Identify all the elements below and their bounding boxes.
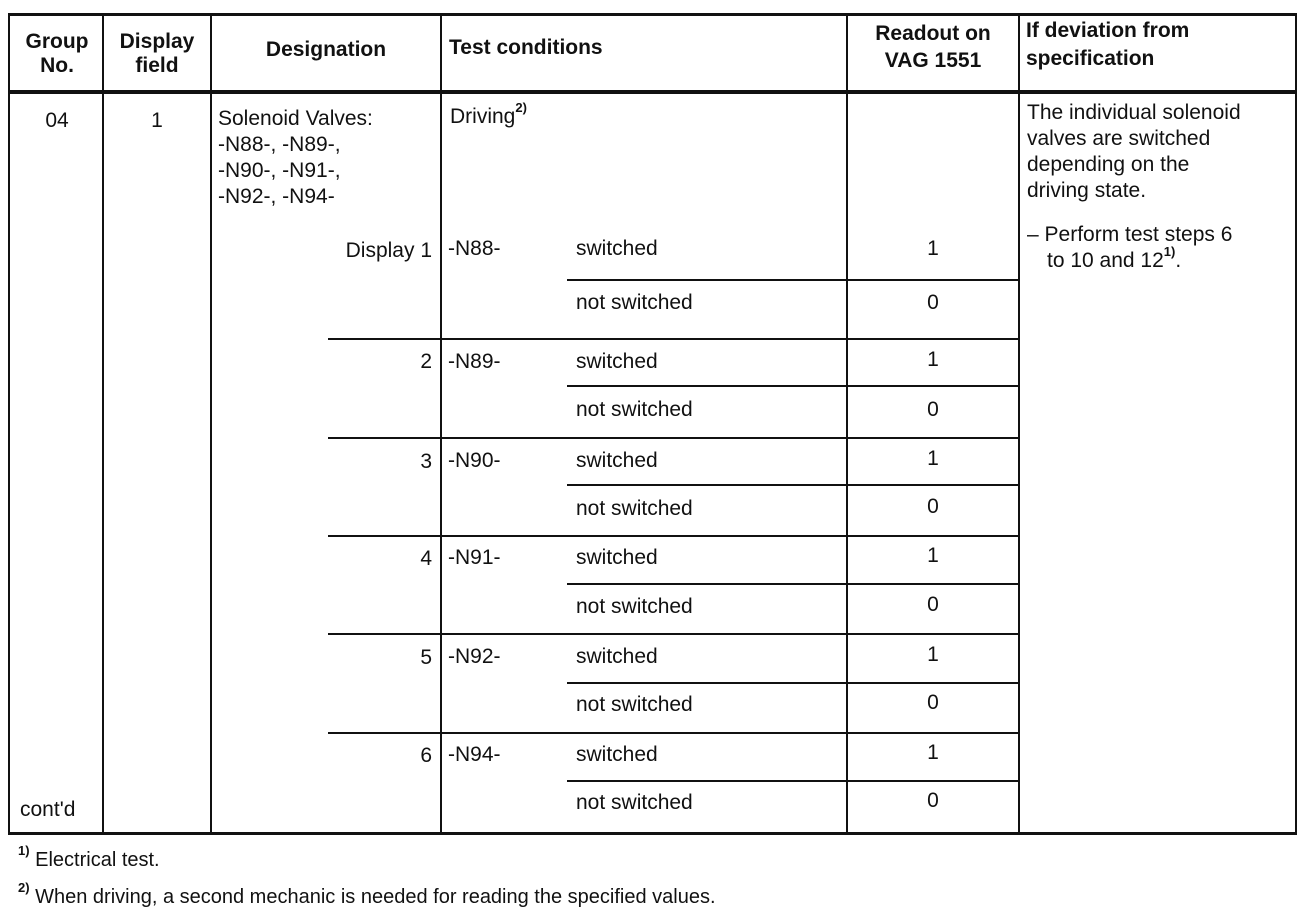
deviation-line: valves are switched [1027, 127, 1211, 150]
display-label: 3 [420, 450, 432, 473]
state-switched: switched [576, 546, 658, 569]
display-label: 6 [420, 744, 432, 767]
row-divider [567, 484, 1018, 486]
valve-id: -N94- [448, 743, 501, 766]
valve-id: -N89- [448, 350, 501, 373]
valve-id: -N91- [448, 546, 501, 569]
row-divider [328, 338, 1018, 340]
row-divider [328, 535, 1018, 537]
state-switched: switched [576, 449, 658, 472]
header-readout: Readout on VAG 1551 [875, 22, 991, 72]
table-border-bottom [8, 832, 1297, 835]
header-group-no: Group No. [25, 30, 89, 77]
row-divider [567, 583, 1018, 585]
footnote: $^{2)}$ When driving, a second mechanic is needed for reading the specified values. [18, 880, 716, 908]
state-switched: switched [576, 237, 658, 260]
readout-value: 1 [927, 237, 939, 260]
header-test-conditions: Test conditions [449, 36, 603, 59]
designation-line: -N88-, -N89-, [218, 133, 341, 156]
column-divider [1018, 13, 1020, 835]
readout-value: 0 [927, 789, 939, 812]
designation-line: Solenoid Valves: [218, 107, 373, 130]
state-switched: switched [576, 743, 658, 766]
footnote-mark: 2) [18, 880, 30, 896]
row-divider [328, 437, 1018, 439]
state-switched: switched [576, 350, 658, 373]
valve-id: -N88- [448, 237, 501, 260]
action-line: to 10 and 12$^{1)}$. [1047, 244, 1182, 272]
state-not-switched: not switched [576, 291, 693, 314]
readout-value: 0 [927, 593, 939, 616]
deviation-line: The individual solenoid [1027, 101, 1241, 124]
action-line: – Perform test steps 6 [1027, 223, 1233, 246]
display-label: 5 [420, 646, 432, 669]
header-designation: Designation [265, 38, 387, 61]
driving-condition: Driving$^{2)}$ [450, 100, 527, 128]
column-divider [210, 13, 212, 835]
deviation-line: depending on the [1027, 153, 1190, 176]
display-label: 2 [420, 350, 432, 373]
row-divider [328, 732, 1018, 734]
header-deviation: If deviation from specification [1026, 19, 1190, 70]
valve-id: -N92- [448, 645, 501, 668]
state-not-switched: not switched [576, 791, 693, 814]
readout-value: 0 [927, 398, 939, 421]
readout-value: 1 [927, 447, 939, 470]
table-border-left [8, 13, 10, 835]
footnote-ref: 1) [1163, 244, 1176, 259]
state-not-switched: not switched [576, 595, 693, 618]
footnote: $^{1)}$ Electrical test. [18, 843, 160, 871]
readout-value: 0 [927, 691, 939, 714]
row-divider [567, 279, 1018, 281]
column-divider [102, 13, 104, 835]
readout-value: 1 [927, 643, 939, 666]
readout-value: 0 [927, 291, 939, 314]
state-not-switched: not switched [576, 497, 693, 520]
readout-value: 1 [927, 348, 939, 371]
table-border-top [8, 13, 1297, 16]
display-label: 4 [420, 547, 432, 570]
state-not-switched: not switched [576, 398, 693, 421]
designation-line: -N92-, -N94- [218, 185, 335, 208]
footnote-ref: 2) [515, 100, 527, 115]
designation-line: -N90-, -N91-, [218, 159, 341, 182]
column-divider [440, 13, 442, 835]
readout-value: 1 [927, 544, 939, 567]
valve-id: -N90- [448, 449, 501, 472]
row-divider [567, 385, 1018, 387]
group-number: 04 [45, 109, 69, 132]
display-field-number: 1 [151, 109, 163, 132]
contd-label: cont'd [20, 798, 76, 821]
row-divider [328, 633, 1018, 635]
footnote-mark: 1) [18, 843, 30, 859]
header-separator [8, 90, 1297, 94]
header-display-field: Display field [119, 30, 195, 77]
readout-value: 1 [927, 741, 939, 764]
table-border-right [1295, 13, 1297, 835]
state-not-switched: not switched [576, 693, 693, 716]
deviation-line: driving state. [1027, 179, 1147, 202]
readout-value: 0 [927, 495, 939, 518]
row-divider [567, 682, 1018, 684]
display-label: Display 1 [345, 239, 432, 262]
row-divider [567, 780, 1018, 782]
state-switched: switched [576, 645, 658, 668]
